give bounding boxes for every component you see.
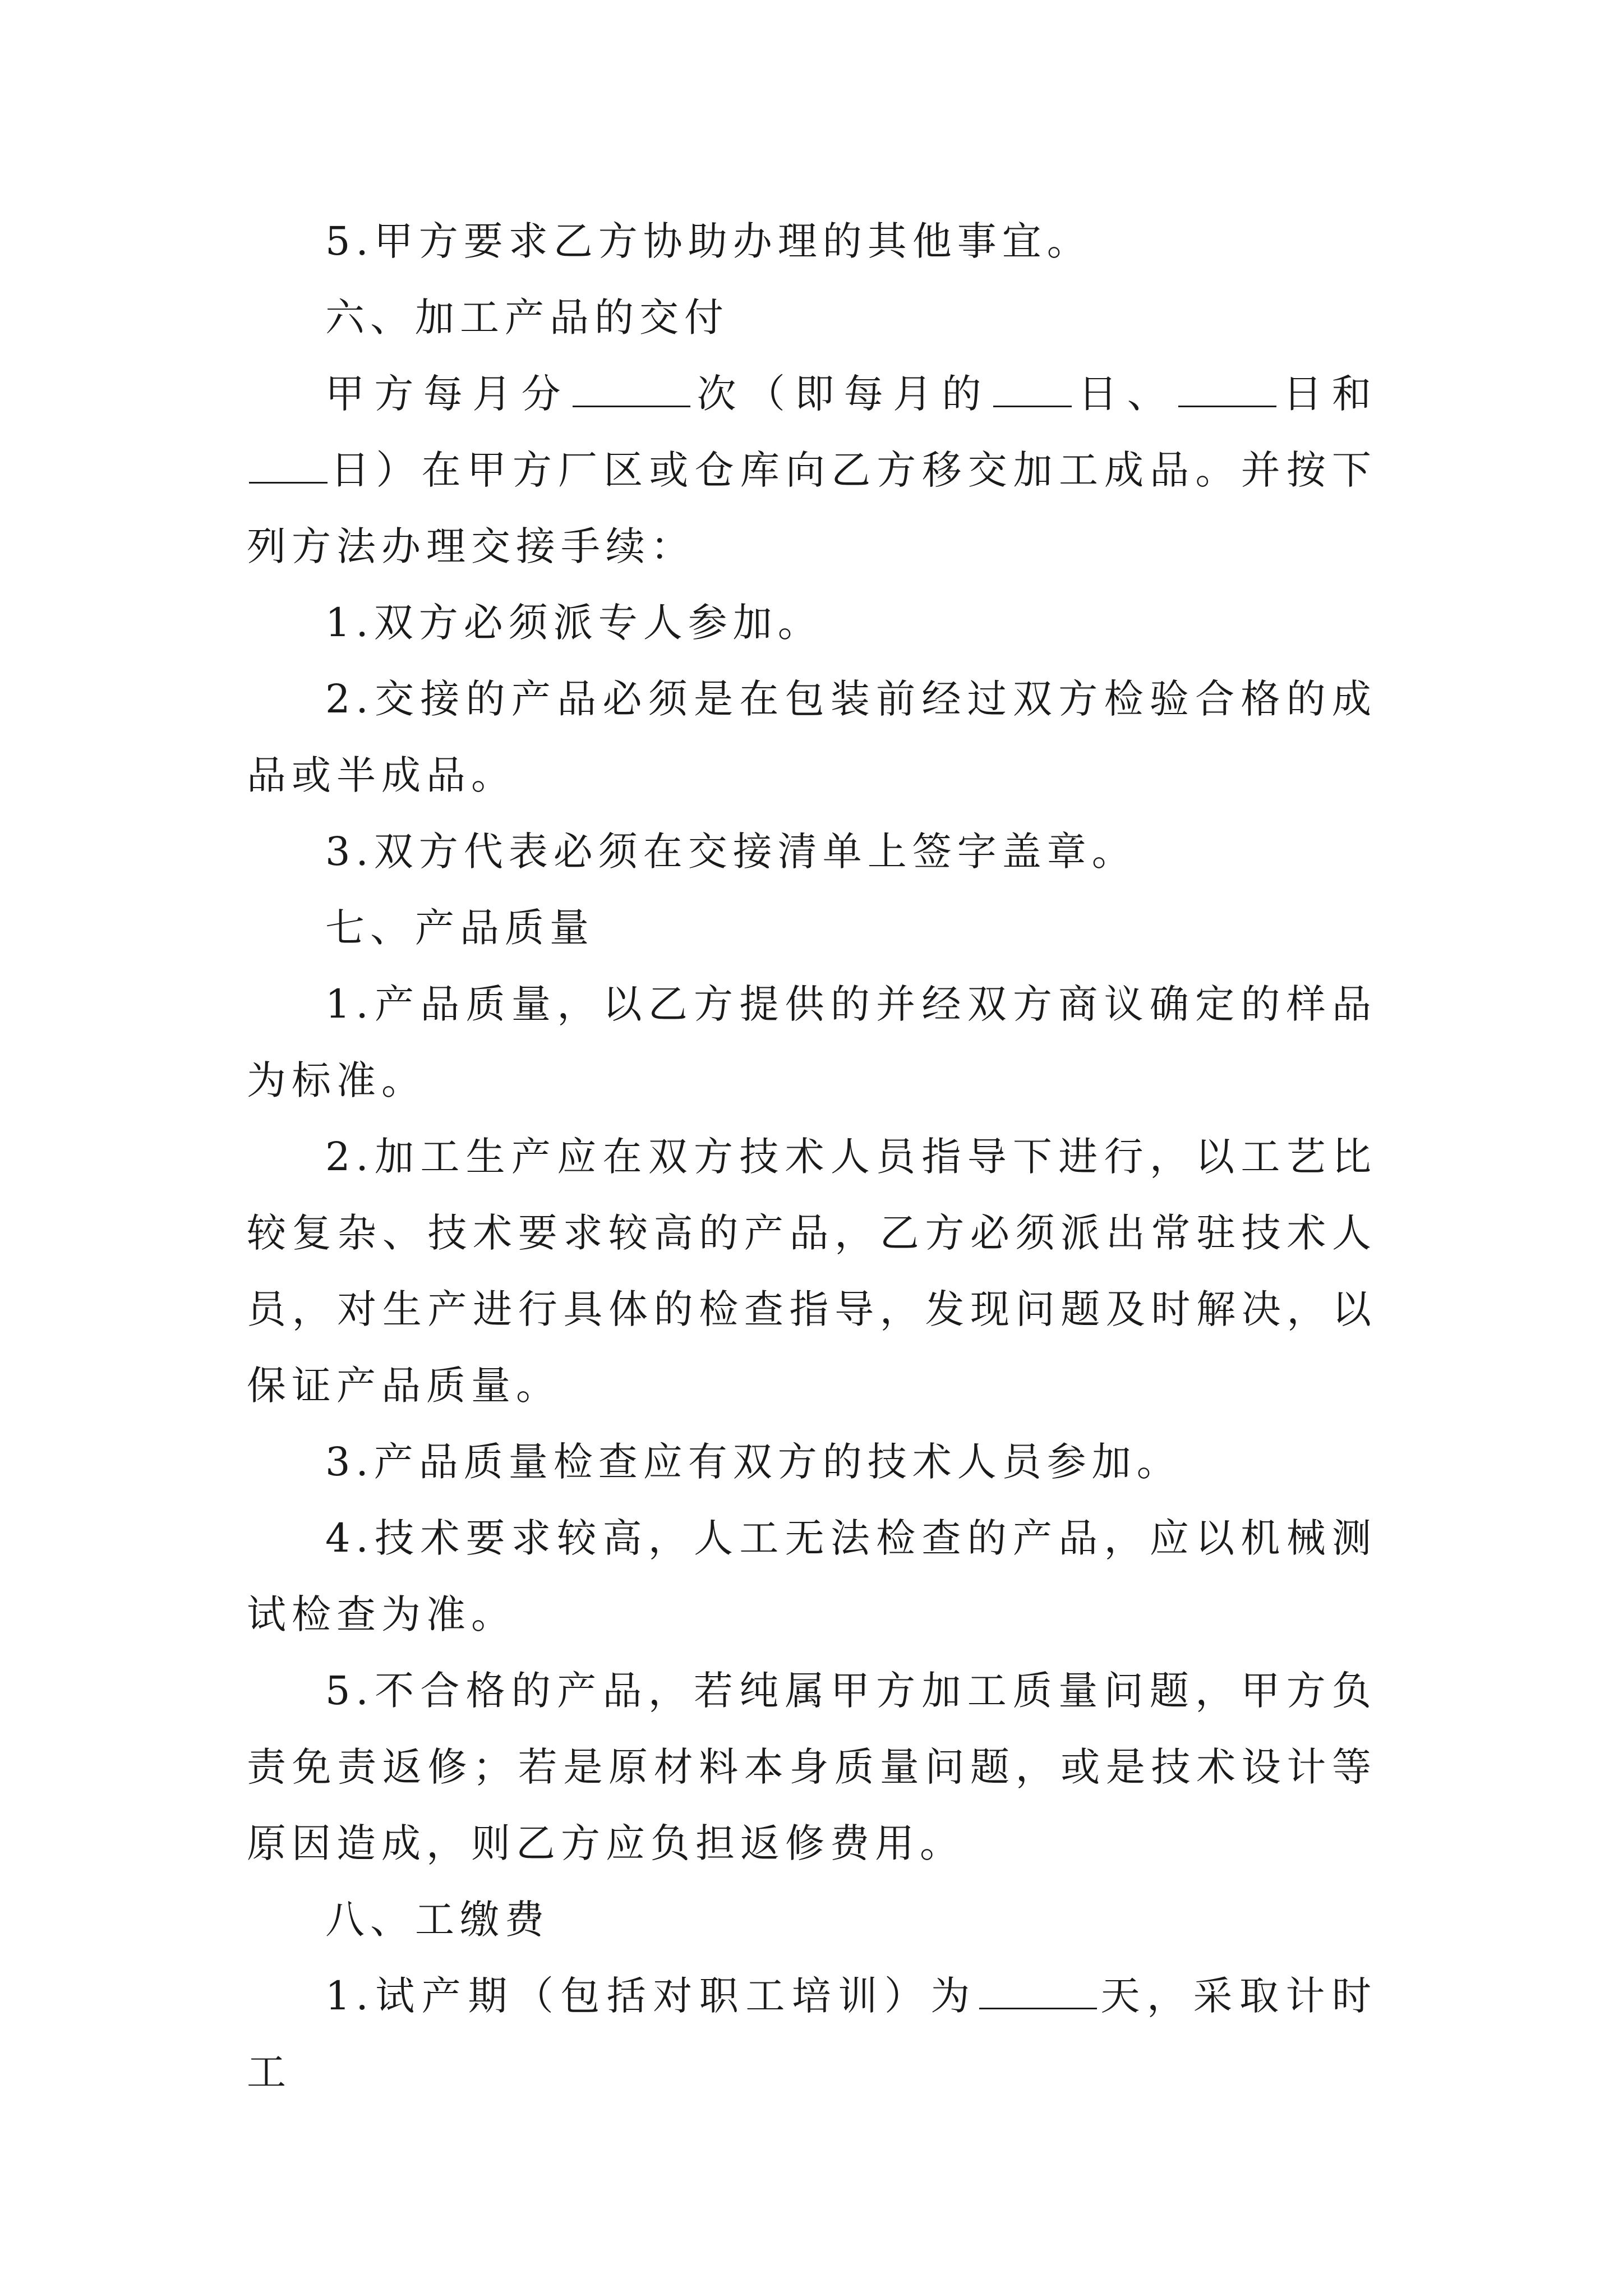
paragraph-quality-3: 3.产品质量检查应有双方的技术人员参加。: [325, 1439, 1182, 1485]
text-segment: 日和: [1279, 371, 1377, 417]
text-segment: 次（即每月的: [693, 371, 991, 417]
text-segment: 甲方每月分: [325, 371, 571, 417]
text-segment: 天，采取计时工: [247, 1973, 1377, 2095]
blank-field: [573, 372, 690, 407]
blank-field: [993, 372, 1072, 407]
text-segment: 日）在甲方厂区或仓库向乙方移交加工成品。并按下列方法办理交接手续：: [247, 447, 1377, 569]
paragraph-item-5: 5.甲方要求乙方协助办理的其他事宜。: [325, 218, 1092, 264]
text-segment: 1.试产期（包括对职工培训）为: [325, 1973, 977, 2019]
section-heading-8: 八、工缴费: [325, 1897, 550, 1943]
paragraph-item-3: 3.双方代表必须在交接清单上签字盖章。: [325, 829, 1137, 875]
blank-field: [249, 448, 328, 484]
section-heading-7: 七、产品质量: [325, 905, 594, 951]
paragraph-quality-5: 5.不合格的产品，若纯属甲方加工质量问题，甲方负责免责返修；若是原材料本身质量问题，或是技术设计等原因造成，则乙方应负担返修费用。: [247, 1668, 1377, 1866]
text-segment: 日、: [1073, 371, 1177, 417]
paragraph-quality-4: 4.技术要求较高，人工无法检查的产品，应以机械测试检查为准。: [247, 1515, 1377, 1637]
paragraph-item-2: 2.交接的产品必须是在包装前经过双方检验合格的成品或半成品。: [247, 676, 1377, 798]
section-heading-6: 六、加工产品的交付: [325, 295, 729, 341]
document-page: [247, 203, 1377, 2110]
paragraph-quality-2: 2.加工生产应在双方技术人员指导下进行，以工艺比较复杂、技术要求较高的产品，乙方必须派出常驻技术人员，对生产进行具体的检查指导，发现问题及时解决，以保证产品质量。: [247, 1134, 1377, 1409]
paragraph-item-1: 1.双方必须派专人参加。: [325, 600, 823, 646]
blank-field: [1178, 372, 1276, 407]
paragraph-fee-1: [247, 1958, 1377, 2110]
blank-field: [979, 1974, 1097, 2009]
paragraph-quality-1: 1.产品质量，以乙方提供的并经双方商议确定的样品为标准。: [247, 981, 1377, 1103]
paragraph-delivery-schedule: [247, 356, 1377, 585]
